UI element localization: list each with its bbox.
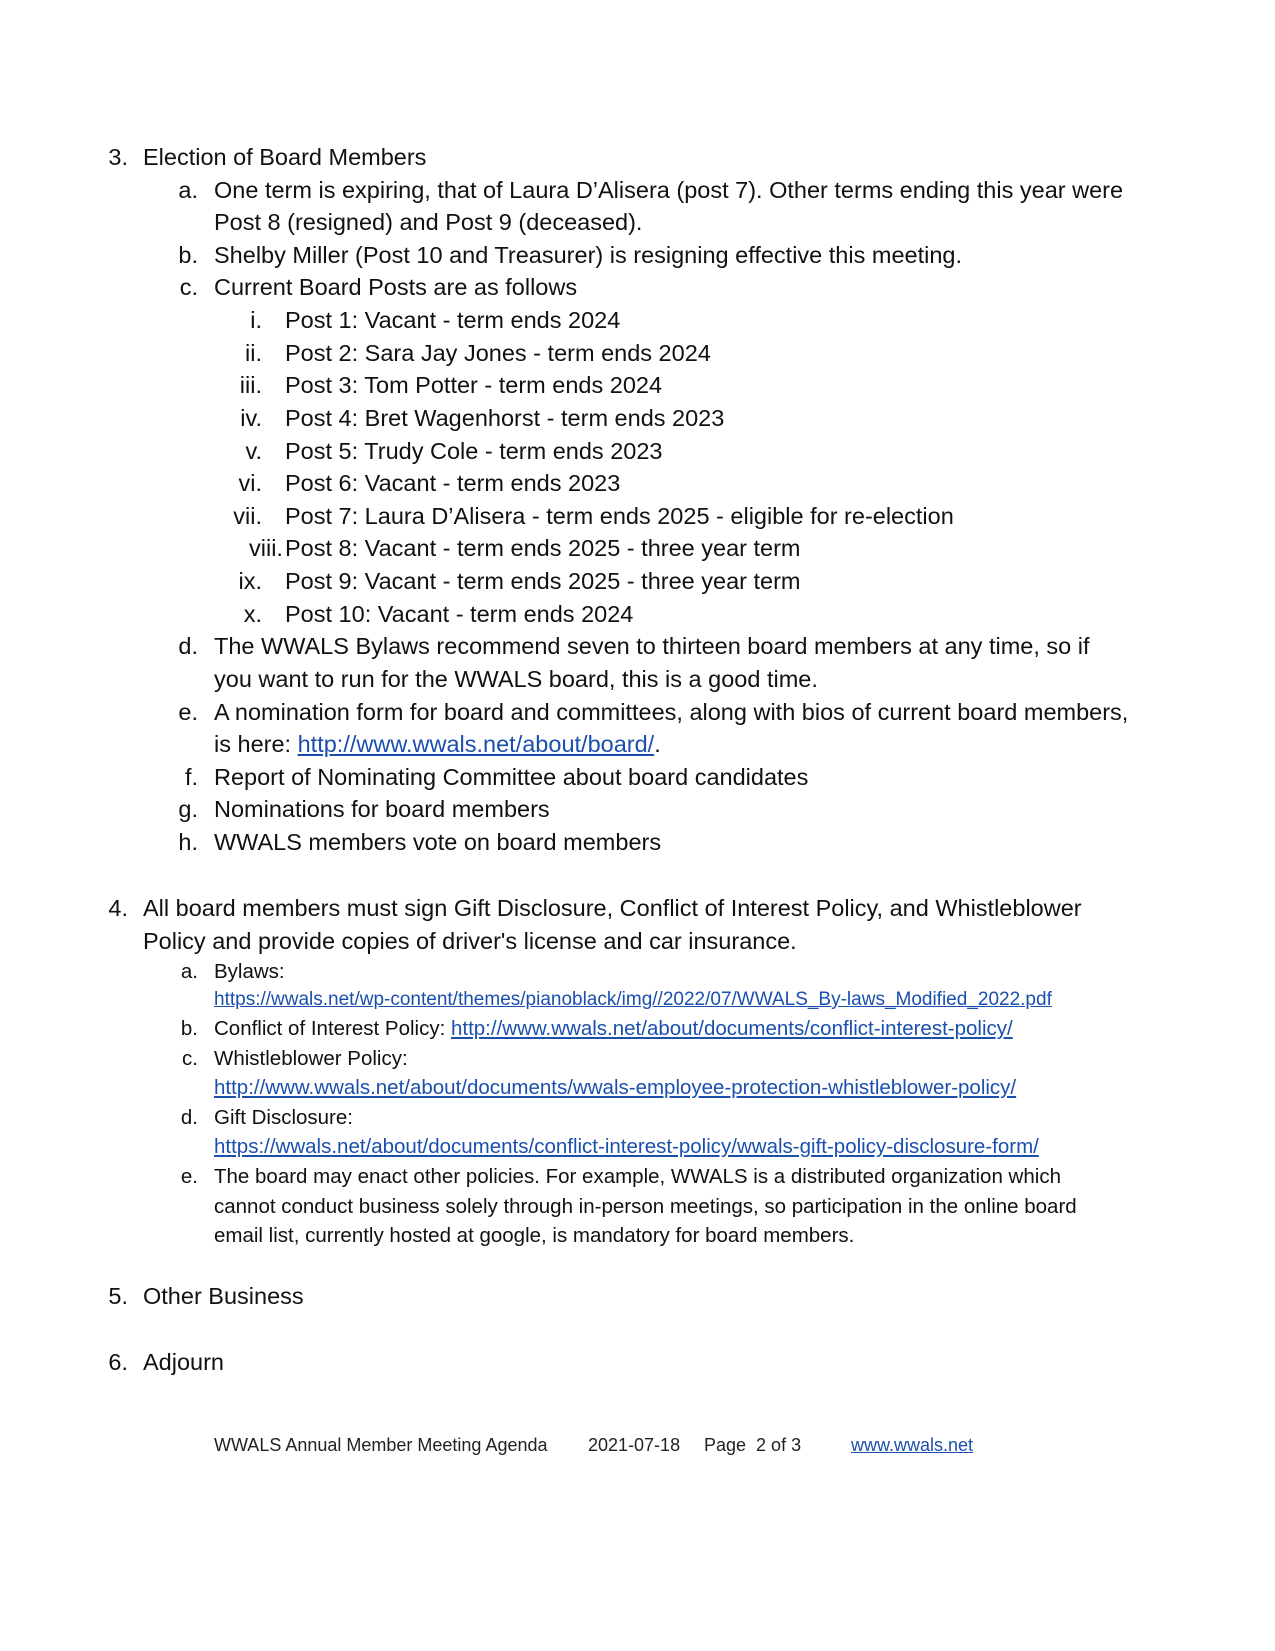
post-text: Post 3: Tom Potter - term ends 2024 — [285, 372, 663, 398]
bylaws-link[interactable]: https://wwals.net/wp-content/themes/pianoblack/img//2022/07/WWALS_By-laws_Modified_2022.pdf — [214, 989, 1052, 1010]
list-label: c. — [182, 1047, 198, 1070]
list-text: Conflict of Interest Policy: — [214, 1017, 451, 1040]
list-text: Nominations for board members — [214, 796, 550, 822]
list-text: email list, currently hosted at google, is mandatory for board members. — [214, 1224, 855, 1247]
section-title: Adjourn — [143, 1349, 224, 1375]
list-text: The board may enact other policies. For example, WWALS is a distributed organization which — [214, 1165, 1061, 1188]
list-label: c. — [179, 274, 198, 300]
roman-label: iii. — [239, 372, 262, 398]
post-text: Post 10: Vacant - term ends 2024 — [285, 601, 634, 627]
post-text: Post 4: Bret Wagenhorst - term ends 2023 — [285, 405, 725, 431]
section-text: Policy and provide copies of driver's license and car insurance. — [143, 928, 797, 954]
roman-label: v. — [245, 438, 262, 464]
list-text: The WWALS Bylaws recommend seven to thirteen board members at any time, so if — [214, 633, 1090, 659]
list-text: A nomination form for board and committees, along with bios of current board members, — [214, 699, 1129, 725]
list-text: Post 8 (resigned) and Post 9 (deceased). — [214, 209, 643, 235]
roman-label: vii. — [233, 503, 262, 529]
post-text: Post 8: Vacant - term ends 2025 - three year term — [285, 535, 801, 561]
list-text: Shelby Miller (Post 10 and Treasurer) is resigning effective this meeting. — [214, 242, 962, 268]
list-label: e. — [178, 699, 198, 725]
post-text: Post 1: Vacant - term ends 2024 — [285, 307, 621, 333]
section-title: Election of Board Members — [143, 144, 427, 170]
list-text: Report of Nominating Committee about board candidates — [214, 764, 809, 790]
roman-label: iv. — [240, 405, 262, 431]
board-page-link[interactable]: http://www.wwals.net/about/board/ — [297, 731, 655, 757]
post-text: Post 9: Vacant - term ends 2025 - three year term — [285, 568, 801, 594]
list-number: 4. — [108, 895, 128, 921]
list-text: One term is expiring, that of Laura D’Alisera (post 7). Other terms ending this year were — [214, 177, 1124, 203]
roman-label: ii. — [245, 340, 262, 366]
list-number: 5. — [108, 1283, 128, 1309]
footer-website-link[interactable]: www.wwals.net — [851, 1435, 974, 1455]
whistleblower-policy-link[interactable]: http://www.wwals.net/about/documents/wwals-employee-protection-whistleblower-policy/ — [214, 1076, 1017, 1099]
list-label: a. — [178, 177, 198, 203]
post-text: Post 7: Laura D’Alisera - term ends 2025 - eligible for re-election — [285, 503, 954, 529]
conflict-policy-link[interactable]: http://www.wwals.net/about/documents/conflict-interest-policy/ — [450, 1017, 1013, 1040]
link-suffix: . — [654, 731, 661, 757]
list-text: WWALS members vote on board members — [214, 829, 662, 855]
list-label: e. — [180, 1165, 198, 1188]
footer-page-number: Page 2 of 3 — [704, 1435, 802, 1455]
list-text: Bylaws: — [214, 960, 285, 983]
list-text: Gift Disclosure: — [214, 1106, 353, 1129]
list-text-with-link — [214, 1013, 1013, 1044]
list-label: b. — [178, 242, 198, 268]
footer-title: WWALS Annual Member Meeting Agenda — [214, 1435, 548, 1455]
list-text: you want to run for the WWALS board, this is a good time. — [214, 666, 818, 692]
roman-label: x. — [243, 601, 262, 627]
post-text: Post 6: Vacant - term ends 2023 — [285, 470, 621, 496]
post-text: Post 2: Sara Jay Jones - term ends 2024 — [285, 340, 711, 366]
list-label: a. — [180, 960, 198, 983]
list-text: Whistleblower Policy: — [214, 1047, 408, 1070]
list-number: 3. — [108, 144, 128, 170]
roman-label: ix. — [238, 568, 262, 594]
section-text: All board members must sign Gift Disclosure, Conflict of Interest Policy, and Whistleblower — [143, 895, 1082, 921]
list-label: b. — [180, 1017, 198, 1040]
footer-date: 2021-07-18 — [588, 1435, 681, 1455]
post-text: Post 5: Trudy Cole - term ends 2023 — [285, 438, 663, 464]
roman-label: vi. — [238, 470, 262, 496]
list-label: d. — [180, 1106, 198, 1129]
list-text: cannot conduct business solely through in-person meetings, so participation in the online board — [214, 1195, 1077, 1218]
list-label: h. — [178, 829, 198, 855]
list-label: d. — [178, 633, 198, 659]
list-text-with-link — [214, 727, 661, 761]
roman-label: i. — [250, 307, 262, 333]
list-label: g. — [178, 796, 198, 822]
roman-label: viii. — [249, 535, 283, 561]
gift-disclosure-link[interactable]: https://wwals.net/about/documents/conflict-interest-policy/wwals-gift-policy-disclosure-form/ — [214, 1135, 1039, 1158]
link-prefix: is here: — [214, 731, 298, 757]
list-text: Current Board Posts are as follows — [214, 274, 578, 300]
list-number: 6. — [108, 1349, 128, 1375]
list-label: f. — [184, 764, 198, 790]
section-title: Other Business — [143, 1283, 304, 1309]
